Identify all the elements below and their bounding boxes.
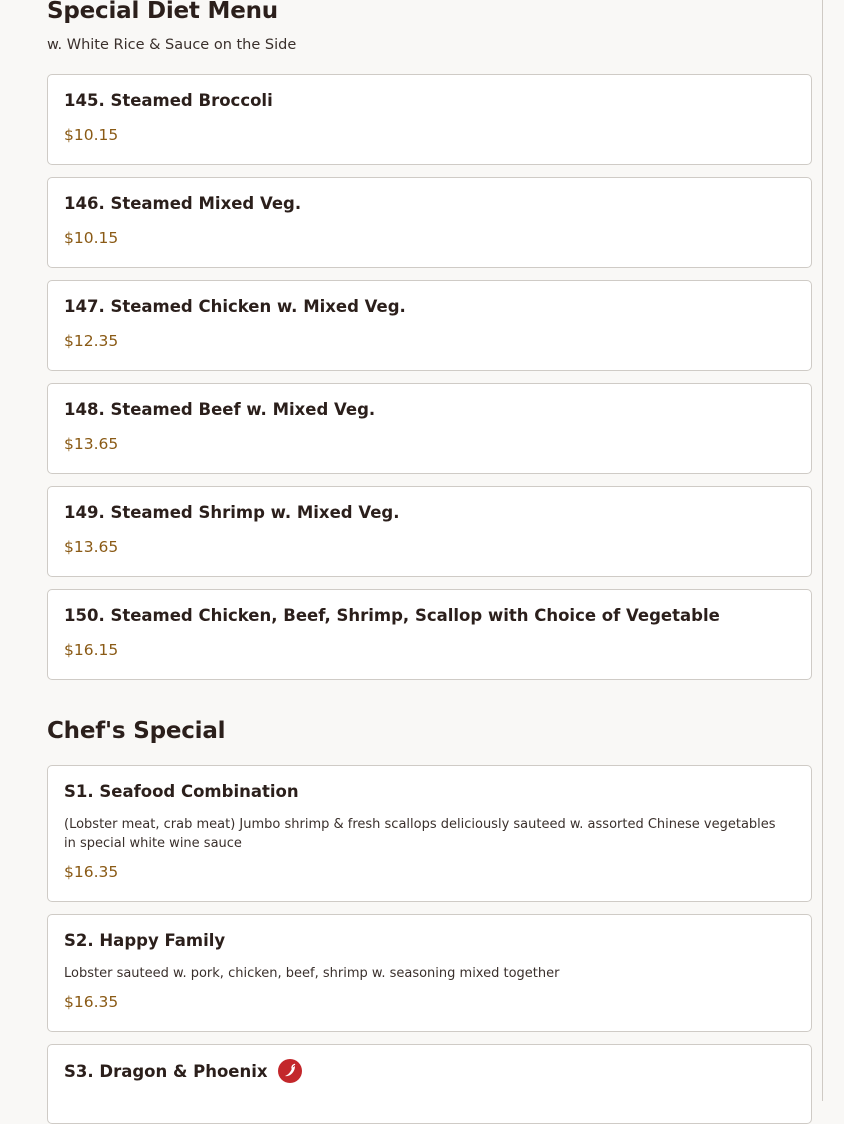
menu-item-147[interactable] xyxy=(47,280,812,371)
section-title-special-diet: Special Diet Menu xyxy=(47,0,278,24)
menu-item-description: (Lobster meat, crab meat) Jumbo shrimp & fresh scallops deliciously sauteed w. assorted Chinese vegetables in special white wine sauce xyxy=(64,817,776,851)
menu-item-name: 149. Steamed Shrimp w. Mixed Veg. xyxy=(64,503,400,522)
menu-item-price: $13.65 xyxy=(64,538,119,556)
menu-item-description: Lobster sauteed w. pork, chicken, beef, shrimp w. seasoning mixed together xyxy=(64,966,560,981)
menu-item-price: $16.15 xyxy=(64,641,119,659)
menu-item-s2[interactable] xyxy=(47,914,812,1032)
menu-item-150[interactable] xyxy=(47,589,812,680)
menu-item-name: 146. Steamed Mixed Veg. xyxy=(64,194,302,213)
menu-item-145[interactable] xyxy=(47,74,812,165)
menu-item-name-row xyxy=(64,1059,302,1083)
menu-item-price: $10.15 xyxy=(64,229,119,247)
menu-item-name: 150. Steamed Chicken, Beef, Shrimp, Scallop with Choice of Vegetable xyxy=(64,606,720,625)
menu-item-name: 147. Steamed Chicken w. Mixed Veg. xyxy=(64,297,406,316)
spicy-pepper-icon xyxy=(278,1059,302,1083)
section-title-chefs-special: Chef's Special xyxy=(47,718,226,744)
section-subtitle-special-diet: w. White Rice & Sauce on the Side xyxy=(47,37,297,53)
menu-item-146[interactable] xyxy=(47,177,812,268)
menu-item-s3[interactable] xyxy=(47,1044,812,1124)
menu-item-name: S1. Seafood Combination xyxy=(64,782,299,801)
menu-item-price: $16.35 xyxy=(64,993,119,1011)
menu-item-price: $10.15 xyxy=(64,126,119,144)
menu-item-s1[interactable] xyxy=(47,765,812,902)
menu-item-149[interactable] xyxy=(47,486,812,577)
menu-item-price: $13.65 xyxy=(64,435,119,453)
menu-item-148[interactable] xyxy=(47,383,812,474)
menu-item-name: S3. Dragon & Phoenix xyxy=(64,1061,268,1081)
menu-item-name: 148. Steamed Beef w. Mixed Veg. xyxy=(64,400,376,419)
menu-item-price: $16.35 xyxy=(64,863,119,881)
menu-item-price: $12.35 xyxy=(64,332,119,350)
menu-item-name: S2. Happy Family xyxy=(64,931,226,950)
menu-item-name: 145. Steamed Broccoli xyxy=(64,91,273,110)
